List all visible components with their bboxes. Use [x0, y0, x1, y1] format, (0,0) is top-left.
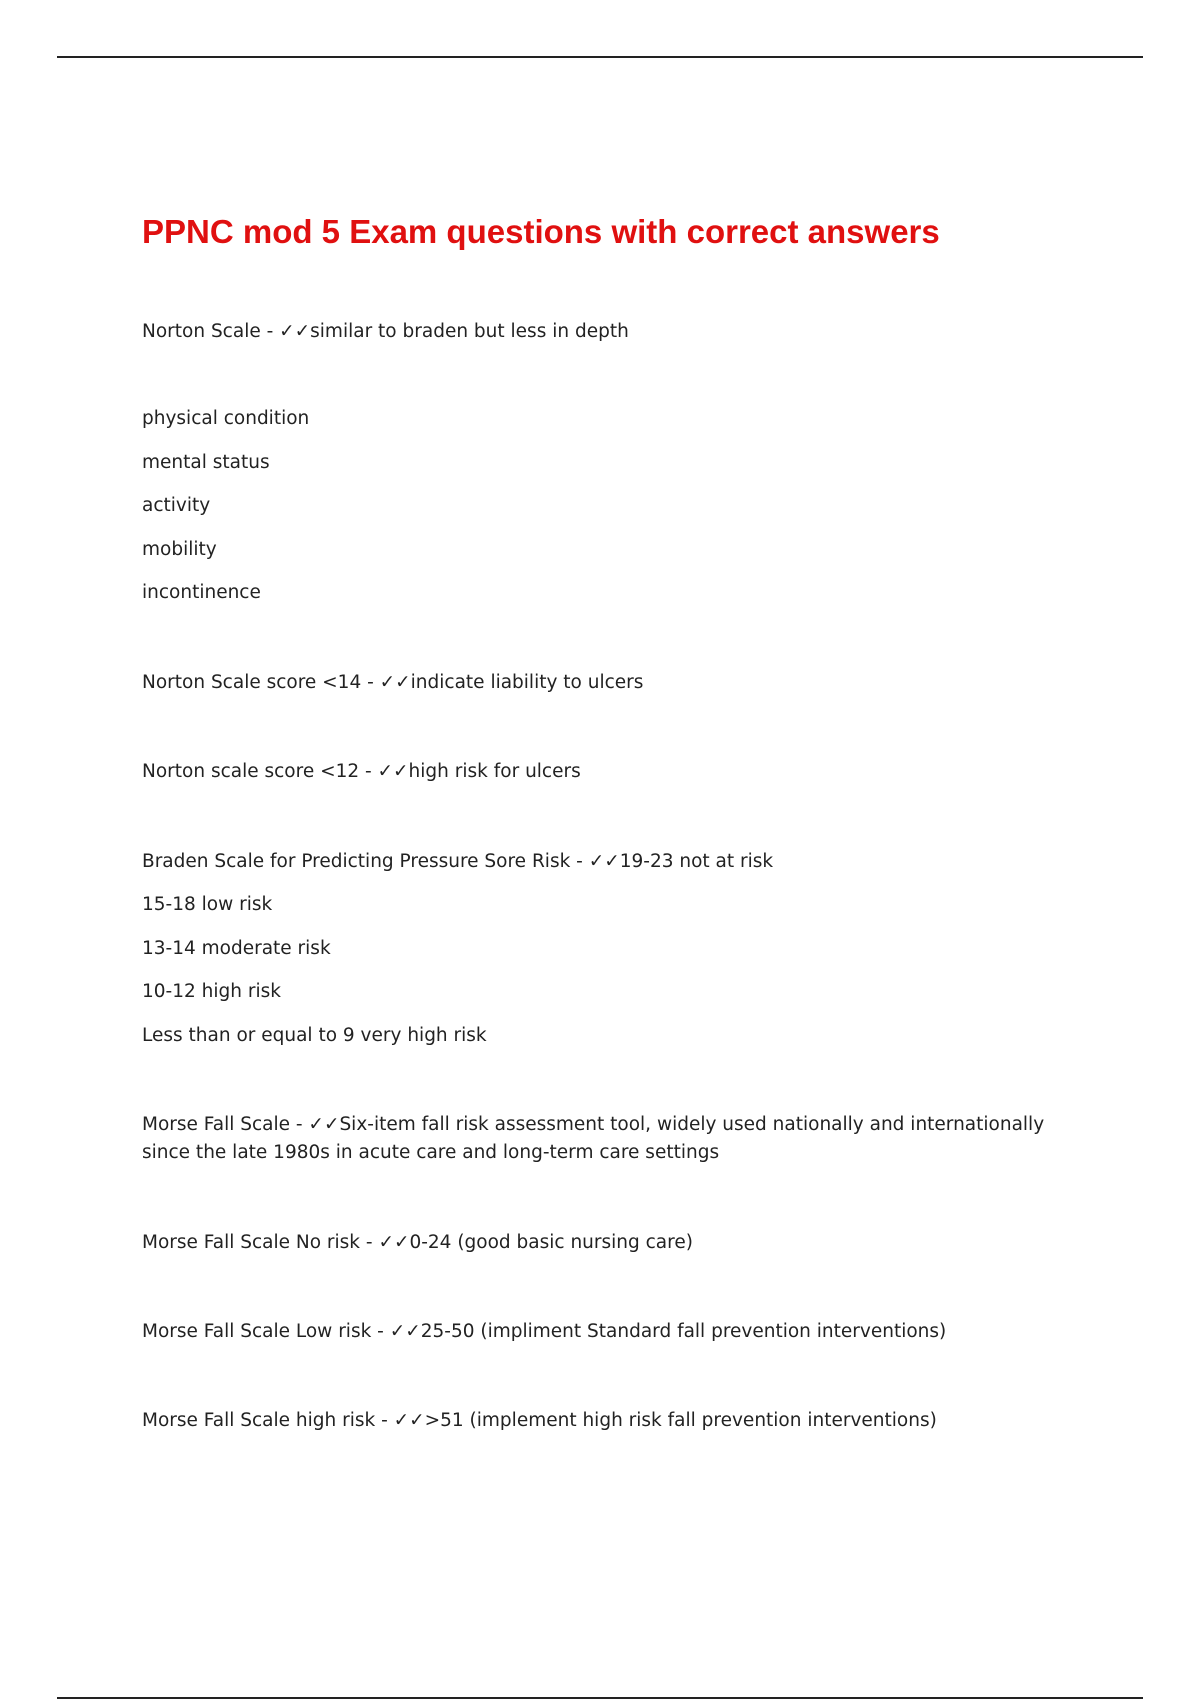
list-item: 15-18 low risk	[142, 894, 273, 915]
top-divider	[57, 56, 1143, 58]
qa-morse-no-risk: Morse Fall Scale No risk - ✓✓0-24 (good basic nursing care)	[142, 1232, 693, 1253]
bottom-divider	[57, 1697, 1143, 1699]
qa-morse-fall-scale: Morse Fall Scale - ✓✓Six-item fall risk assessment tool, widely used nationally and internationally since the late 1980s in acute care and long-term care settings	[142, 1114, 1045, 1163]
list-item: 13-14 moderate risk	[142, 938, 331, 959]
qa-norton-score-14: Norton Scale score <14 - ✓✓indicate liability to ulcers	[142, 672, 644, 693]
qa-morse-low-risk: Morse Fall Scale Low risk - ✓✓25-50 (impliment Standard fall prevention interventions)	[142, 1321, 947, 1342]
qa-norton-scale: Norton Scale - ✓✓similar to braden but less in depth	[142, 321, 629, 342]
qa-morse-high-risk: Morse Fall Scale high risk - ✓✓>51 (implement high risk fall prevention interventions)	[142, 1410, 937, 1431]
list-item: incontinence	[142, 582, 261, 603]
list-item: Less than or equal to 9 very high risk	[142, 1025, 487, 1046]
list-item: activity	[142, 495, 211, 516]
list-item: mental status	[142, 452, 270, 473]
list-item: 10-12 high risk	[142, 981, 281, 1002]
qa-braden-scale: Braden Scale for Predicting Pressure Sore Risk - ✓✓19-23 not at risk	[142, 851, 774, 872]
list-item: physical condition	[142, 408, 310, 429]
page-title: PPNC mod 5 Exam questions with correct answers	[142, 213, 940, 250]
list-item: mobility	[142, 539, 217, 560]
qa-norton-score-12: Norton scale score <12 - ✓✓high risk for ulcers	[142, 761, 581, 782]
